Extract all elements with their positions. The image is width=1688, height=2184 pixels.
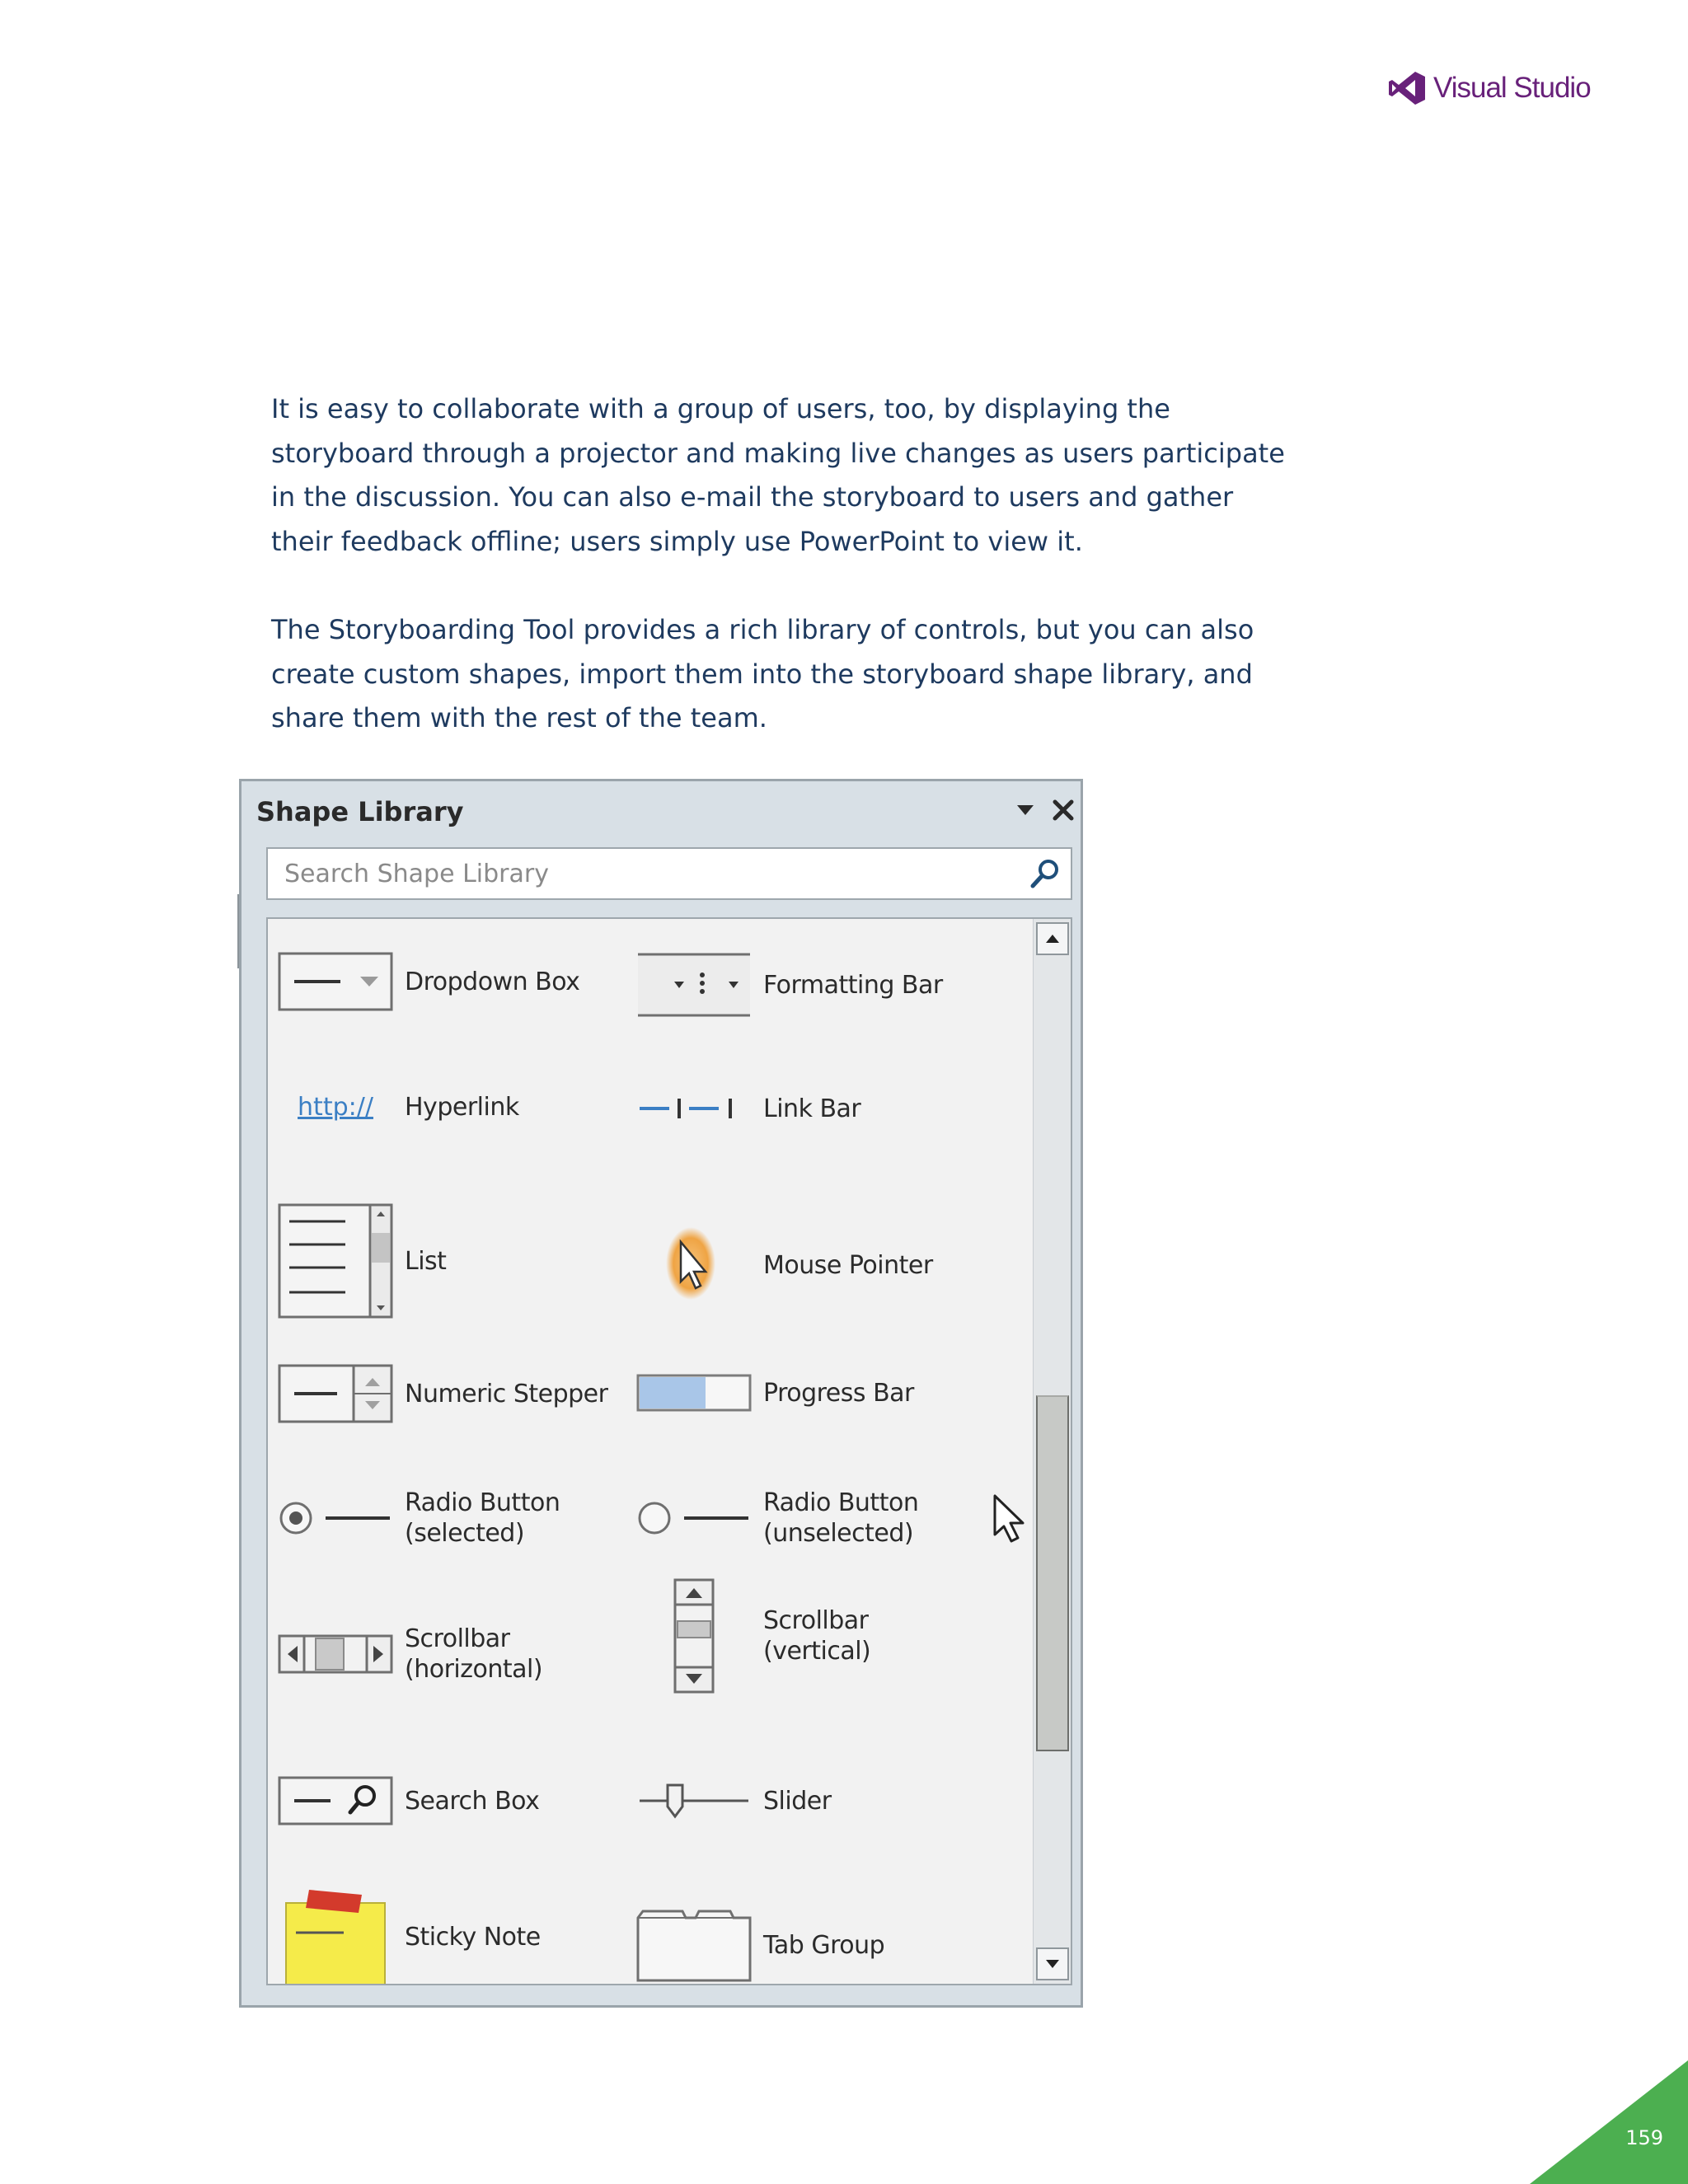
page-number: 159 (1625, 2126, 1663, 2149)
scrollbar-horizontal-icon (278, 1633, 393, 1675)
triangle-up-icon (1045, 934, 1060, 944)
shape-item-label (763, 1488, 918, 1549)
formatting-bar-icon (636, 952, 752, 1018)
shape-item-scrollbar-horizontal[interactable] (278, 1624, 542, 1685)
shape-item-label (405, 1488, 560, 1549)
scrollbar-vertical-sublabel: (vertical) (763, 1637, 871, 1666)
radio-selected-sublabel: (selected) (405, 1519, 525, 1548)
chevron-down-icon (1016, 804, 1034, 816)
close-icon (1053, 799, 1074, 821)
search-box-icon (278, 1776, 393, 1825)
search-button[interactable] (1025, 853, 1066, 894)
radio-selected-label: Radio Button (405, 1488, 560, 1517)
shape-item-tab-group[interactable] (636, 1908, 884, 1982)
scroll-down-button[interactable] (1036, 1947, 1069, 1980)
scrollbar-vertical-label: Scrollbar (763, 1606, 869, 1635)
shape-item-label: Progress Bar (763, 1378, 914, 1408)
shape-item-list[interactable] (278, 1203, 446, 1319)
shape-item-slider[interactable] (636, 1780, 832, 1821)
scroll-up-button[interactable] (1036, 922, 1069, 955)
shape-item-label: Dropdown Box (405, 967, 580, 996)
shape-item-label: Mouse Pointer (763, 1250, 933, 1280)
shape-item-label: Sticky Note (405, 1922, 541, 1952)
scrollbar-horizontal-sublabel: (horizontal) (405, 1655, 543, 1684)
scrollbar-horizontal-label: Scrollbar (405, 1624, 510, 1653)
shape-item-label: Search Box (405, 1786, 540, 1816)
shape-library-panel (239, 779, 1083, 2008)
shape-item-mouse-pointer[interactable] (636, 1224, 933, 1306)
shape-item-hyperlink[interactable] (278, 1092, 519, 1122)
shape-item-radio-unselected[interactable] (636, 1488, 918, 1549)
shape-item-progress-bar[interactable] (636, 1374, 914, 1412)
shape-list-scrollbar[interactable] (1033, 919, 1071, 1984)
panel-menu-button[interactable] (1011, 796, 1039, 824)
sticky-note-icon (278, 1883, 393, 1985)
search-input[interactable] (268, 849, 1025, 898)
corner-accent (1530, 2060, 1688, 2184)
paragraph-collaborate: It is easy to collaborate with a group of users, too, by displaying the storyboard through a projector and making live changes as users participate in the discussion. You can also e-mail the storyboard to users and gather their feedback offline; users simply use PowerPoint to view it. (271, 393, 1285, 557)
triangle-down-icon (1045, 1959, 1060, 1969)
panel-controls (1011, 796, 1077, 824)
hyperlink-sample-text: http:// (298, 1093, 373, 1122)
hyperlink-icon (278, 1093, 393, 1122)
logo-text: Visual Studio (1433, 72, 1591, 104)
scrollbar-vertical-icon (636, 1578, 752, 1694)
shape-item-numeric-stepper[interactable] (278, 1364, 607, 1423)
paragraph-custom-shapes: The Storyboarding Tool provides a rich library of controls, but you can also create custom shapes, import them into the storyboard shape library, and share them with the rest of the team. (271, 614, 1254, 733)
shape-item-sticky-note[interactable] (278, 1883, 541, 1985)
panel-title: Shape Library (256, 796, 464, 827)
radio-unselected-sublabel: (unselected) (763, 1519, 914, 1548)
shape-item-search-box[interactable] (278, 1776, 539, 1825)
shape-item-radio-selected[interactable] (278, 1488, 560, 1549)
shape-item-label (405, 1624, 542, 1685)
link-bar-icon (636, 1092, 752, 1125)
visual-studio-logo-icon (1387, 70, 1427, 106)
tab-group-icon (636, 1908, 752, 1982)
numeric-stepper-icon (278, 1364, 393, 1423)
shape-item-label (763, 1605, 870, 1666)
search-box (266, 847, 1072, 900)
shape-item-formatting-bar[interactable] (636, 952, 943, 1018)
mouse-cursor-icon (992, 1493, 1025, 1544)
search-icon (1029, 858, 1061, 889)
shape-item-label: Slider (763, 1786, 832, 1816)
shape-item-label: Hyperlink (405, 1093, 519, 1122)
shape-item-label: Formatting Bar (763, 970, 943, 1000)
radio-unselected-icon (636, 1497, 752, 1539)
shape-item-link-bar[interactable] (636, 1092, 860, 1125)
shape-item-label: Link Bar (763, 1094, 861, 1123)
shape-item-label: Numeric Stepper (405, 1379, 608, 1408)
mouse-pointer-icon (636, 1224, 752, 1306)
dropdown-box-icon (278, 952, 393, 1011)
panel-close-button[interactable] (1049, 796, 1077, 824)
shape-item-scrollbar-vertical[interactable] (636, 1578, 870, 1694)
shape-list (266, 917, 1072, 1985)
radio-unselected-label: Radio Button (763, 1488, 919, 1517)
slider-icon (636, 1780, 752, 1821)
scroll-thumb[interactable] (1036, 1395, 1069, 1751)
progress-bar-icon (636, 1374, 752, 1412)
list-icon (278, 1203, 393, 1319)
shape-item-label: List (405, 1246, 447, 1276)
visual-studio-logo (1387, 68, 1591, 109)
shape-item-dropdown-box[interactable] (278, 952, 579, 1011)
shape-item-label: Tab Group (763, 1930, 885, 1960)
radio-selected-icon (278, 1497, 393, 1539)
